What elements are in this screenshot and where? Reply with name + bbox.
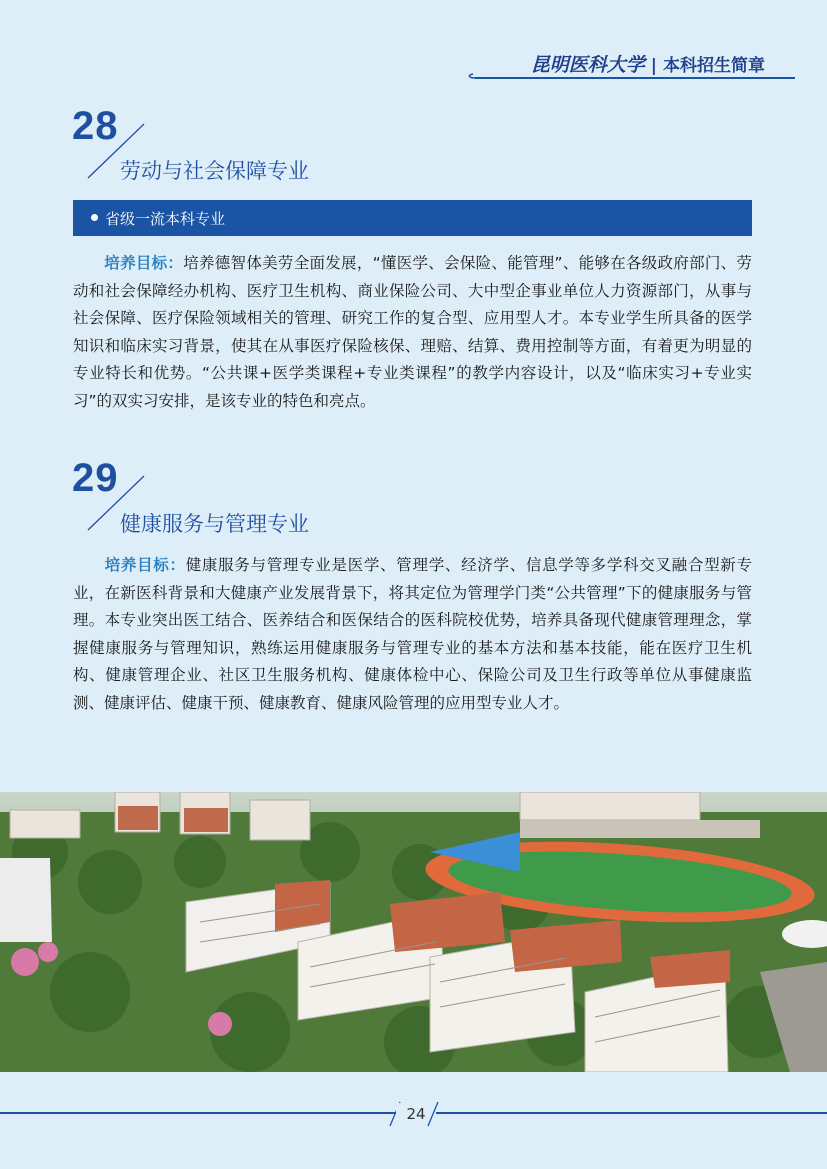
campus-aerial-photo — [0, 792, 827, 1072]
goal-label: 培养目标： — [104, 556, 186, 574]
goal-label: 培养目标： — [104, 254, 184, 272]
section-number: 28 — [72, 104, 119, 148]
badge-label: 省级一流本科专业 — [105, 209, 226, 228]
header-separator: | — [650, 56, 657, 76]
header-title — [531, 50, 765, 77]
bullet-icon — [91, 214, 98, 221]
goal-text: 健康服务与管理专业是医学、管理学、经济学、信息学等多学科交叉融合型新专业，在新医科背景和大健康产业发展背景下，将其定位为管理学门类“公共管理”下的健康服务与管理。本专业突出医工结合、医养结合和医保结合的医科院校优势，培养具备现代健康管理理念，掌握健康服务与管理知识，熟练运用健康服务与管理专业的基本方法和基本技能，能在医疗卫生机构、健康管理企业、社区卫生服务机构、健康体检中心、保险公司及卫生行政等单位从事健康监测、健康评估、健康干预、健康教育、健康风险管理的应用型专业人才。 — [73, 556, 752, 712]
campus-aerial-photo-icon — [0, 792, 827, 1072]
section-number: 29 — [72, 456, 119, 500]
goal-paragraph — [73, 552, 752, 718]
slash-decoration-icon — [426, 1100, 440, 1128]
section-title: 健康服务与管理专业 — [120, 512, 309, 536]
university-name: 昆明医科大学 — [530, 54, 645, 76]
goal-paragraph — [73, 250, 752, 416]
badge-bar — [73, 200, 752, 236]
goal-text: 培养德智体美劳全面发展，“懂医学、会保险、能管理”、能够在各级政府部门、劳动和社会保障经办机构、医疗卫生机构、商业保险公司、大中型企事业单位人力资源部门，从事与社会保障、医疗保险领域相关的管理、研究工作的复合型、应用型人才。本专业学生所具备的医学知识和临床实习背景，使其在从事医疗保险核保、理赔、结算、费用控制等方面，有着更为明显的专业特长和优势。“公共课+医学类课程+专业类课程”的教学内容设计，以及“临床实习+专业实习”的双实习安排，是该专业的特色和亮点。 — [73, 254, 752, 410]
page-number: 24 — [396, 1103, 436, 1125]
brochure-subtitle: 本科招生简章 — [663, 56, 765, 76]
section-title: 劳动与社会保障专业 — [120, 159, 309, 183]
